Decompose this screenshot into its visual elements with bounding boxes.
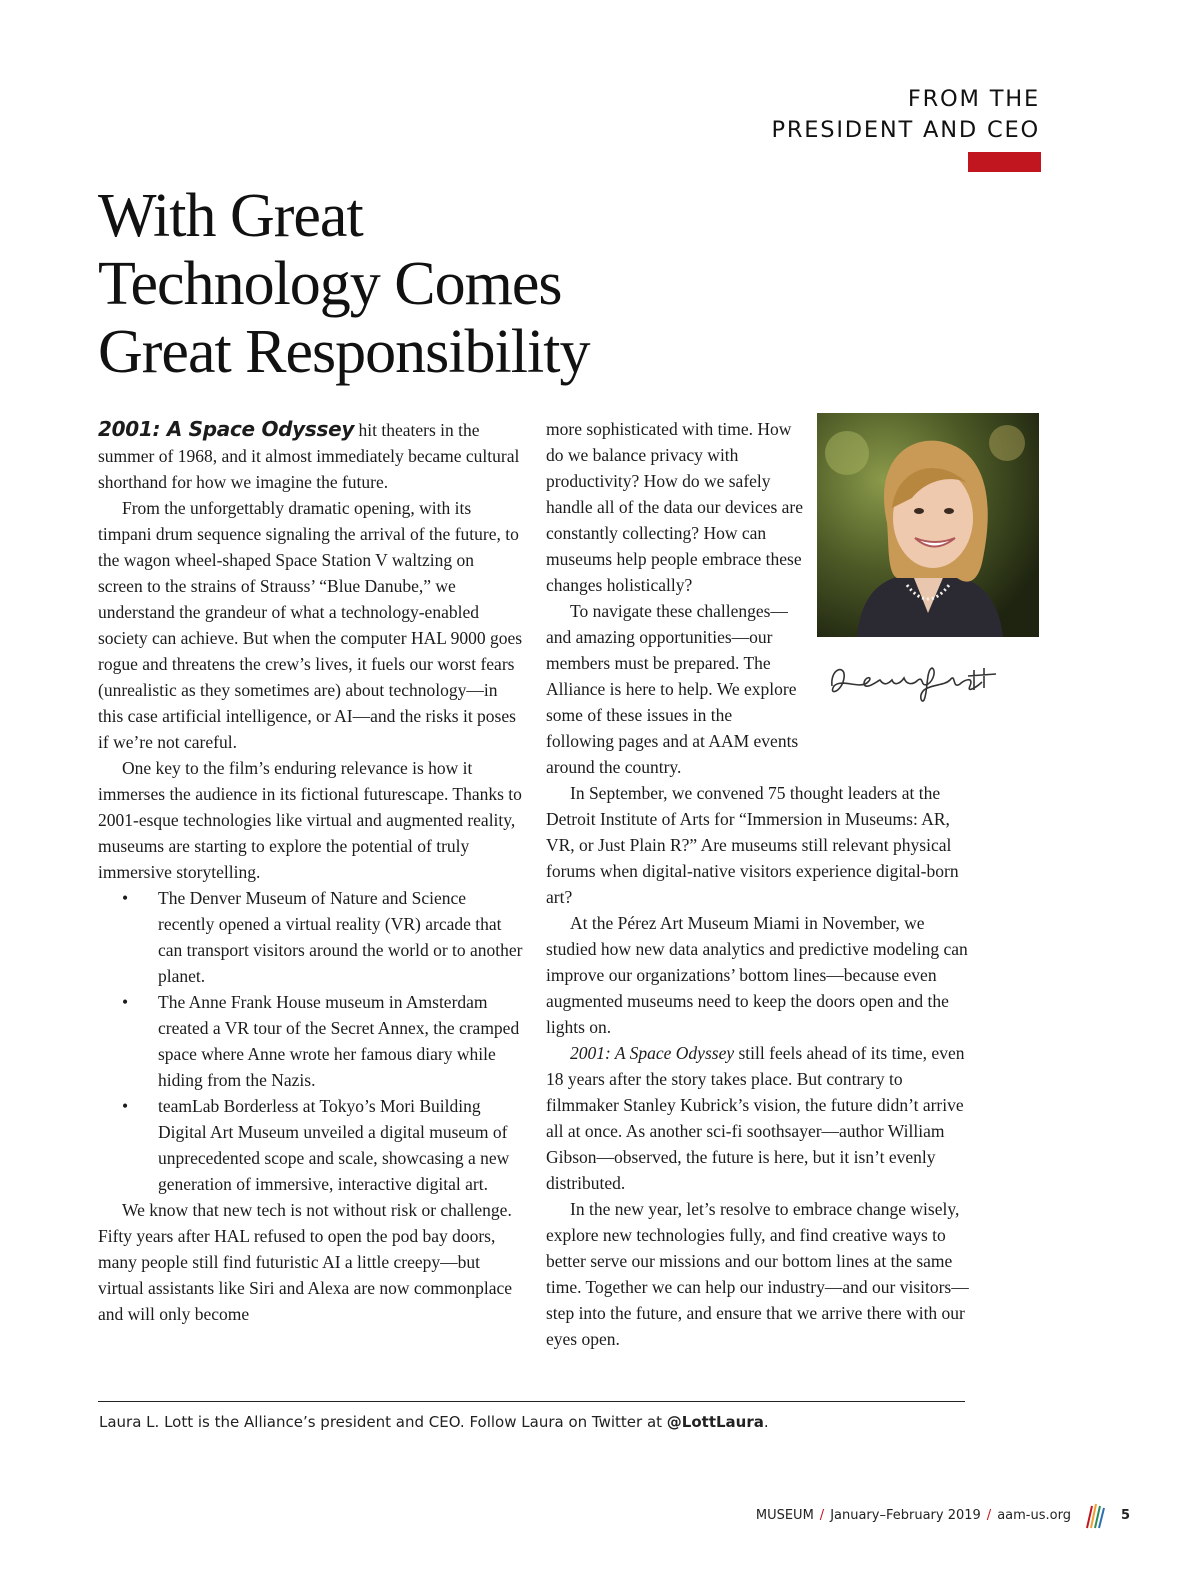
- col2-paragraph-3: In September, we convened 75 thought leaders at the Detroit Institute of Arts for “Immersion in Museums: AR, VR, or Just Plain R?” Are museums still relevant physical forums when digital-native visitors experience digital-born art?: [546, 783, 959, 907]
- list-item-text: The Anne Frank House museum in Amsterdam created a VR tour of the Secret Annex, the cramped space where Anne wrote her famous diary while hiding from the Nazis.: [158, 992, 520, 1090]
- footer-magazine: MUSEUM: [755, 1507, 814, 1523]
- headline: [98, 182, 718, 386]
- portrait-illustration: [817, 413, 1039, 637]
- lead-text: hit theaters in the summer of 1968, and it almost immediately became cultural shorthand for how we imagine the future.: [98, 420, 520, 492]
- bullet-icon: •: [122, 1096, 129, 1116]
- page-footer: [756, 1500, 1130, 1530]
- aam-logo-icon: [1083, 1500, 1105, 1530]
- col2-paragraph-4: At the Pérez Art Museum Miami in November, we studied how new data analytics and predictive modeling can improve our organizations’ bottom lines—because even augmented museums need to keep the doors open and the lights on.: [546, 913, 968, 1037]
- headline-line3: Great Responsibility: [98, 318, 590, 386]
- lead-title: 2001: A Space Odyssey: [98, 417, 355, 441]
- bio-text: Laura L. Lott is the Alliance’s president and CEO. Follow Laura on Twitter at: [99, 1413, 667, 1431]
- paragraph-2: From the unforgettably dramatic opening, with its timpani drum sequence signaling the arrival of the future, to the wagon wheel-shaped Space Station V waltzing on screen to the strains of Strauss’ “Blue Danube,” we understand the grandeur of what a technology-enabled society can achieve. But when the computer HAL 9000 goes rogue and threatens the crew’s lives, it fuels our worst fears (unrealistic as they sometimes are) about technology—in this case artificial intelligence, or AI—and the risks it poses if we’re not careful.: [98, 498, 523, 752]
- page-number: 5: [1120, 1507, 1130, 1523]
- col2-paragraph-5: [546, 1040, 970, 1196]
- bio-end: .: [763, 1413, 769, 1431]
- paragraph-3: One key to the film’s enduring relevance is how it immerses the audience in its fictional futurescape. Thanks to 2001-esque technologies like virtual and augmented reality, museums are starting to explore the potential of truly immersive storytelling.: [98, 758, 522, 882]
- accent-bar: [968, 152, 1041, 172]
- col2-paragraph-6: In the new year, let’s resolve to embrace change wisely, explore new technologies fully, and find creative ways to better serve our missions and our bottom lines at the same time. Together we can help our industry—and our visitors—step into the future, and ensure that we arrive there with our eyes open.: [546, 1199, 969, 1349]
- author-photo: [817, 413, 1039, 637]
- list-item: [98, 1093, 523, 1197]
- twitter-handle[interactable]: @LottLaura: [666, 1413, 764, 1431]
- example-list: [98, 885, 523, 1197]
- film-title: 2001: A Space Odyssey: [570, 1043, 735, 1063]
- footer-site[interactable]: aam-us.org: [997, 1507, 1071, 1523]
- paragraph-4: We know that new tech is not without risk or challenge. Fifty years after HAL refused to open the pod bay doors, many people still find futuristic AI a little creepy—but virtual assistants like Siri and Alexa are now commonplace and will only become: [98, 1200, 513, 1324]
- author-signature: [824, 656, 1014, 706]
- col2-paragraph-1: more sophisticated with time. How do we balance privacy with productivity? How do we safely handle all of the data our devices are constantly collecting? How can museums help people embrace these changes holistically?: [546, 419, 804, 595]
- footer-separator: /: [819, 1507, 825, 1523]
- list-item-text: teamLab Borderless at Tokyo’s Mori Building Digital Art Museum unveiled a digital museum of unprecedented scope and scale, showcasing a new generation of immersive, interactive digital art.: [158, 1096, 510, 1194]
- list-item: [98, 989, 523, 1093]
- author-bio: [99, 1411, 769, 1433]
- column-left: [98, 416, 523, 1327]
- section-label-line1: FROM THE: [907, 86, 1040, 112]
- bullet-icon: •: [122, 992, 129, 1012]
- bullet-icon: •: [122, 888, 129, 908]
- section-label-line2: PRESIDENT AND CEO: [771, 117, 1040, 143]
- col2-paragraph-2: To navigate these challenges—and amazing opportunities—our members must be prepared. The Alliance is here to help. We explore some of these issues in the following pages and at AAM events around the country.: [546, 601, 799, 777]
- col2-paragraph-5-text: still feels ahead of its time, even 18 years after the story takes place. But contrary to filmmaker Stanley Kubrick’s vision, the future didn’t arrive all at once. As another sci-fi soothsayer—author William Gibson—observed, the future is here, but it isn’t evenly distributed.: [546, 1043, 965, 1193]
- section-label: [771, 84, 1040, 146]
- headline-line1: With Great: [98, 182, 363, 250]
- list-item-text: The Denver Museum of Nature and Science recently opened a virtual reality (VR) arcade that can transport visitors around the world or to another planet.: [158, 888, 523, 986]
- list-item: [98, 885, 523, 989]
- lead-paragraph: [98, 416, 523, 495]
- footer-separator: /: [986, 1507, 992, 1523]
- footer-issue: January–February 2019: [830, 1507, 981, 1523]
- divider: [98, 1401, 965, 1402]
- headline-line2: Technology Comes: [98, 250, 562, 318]
